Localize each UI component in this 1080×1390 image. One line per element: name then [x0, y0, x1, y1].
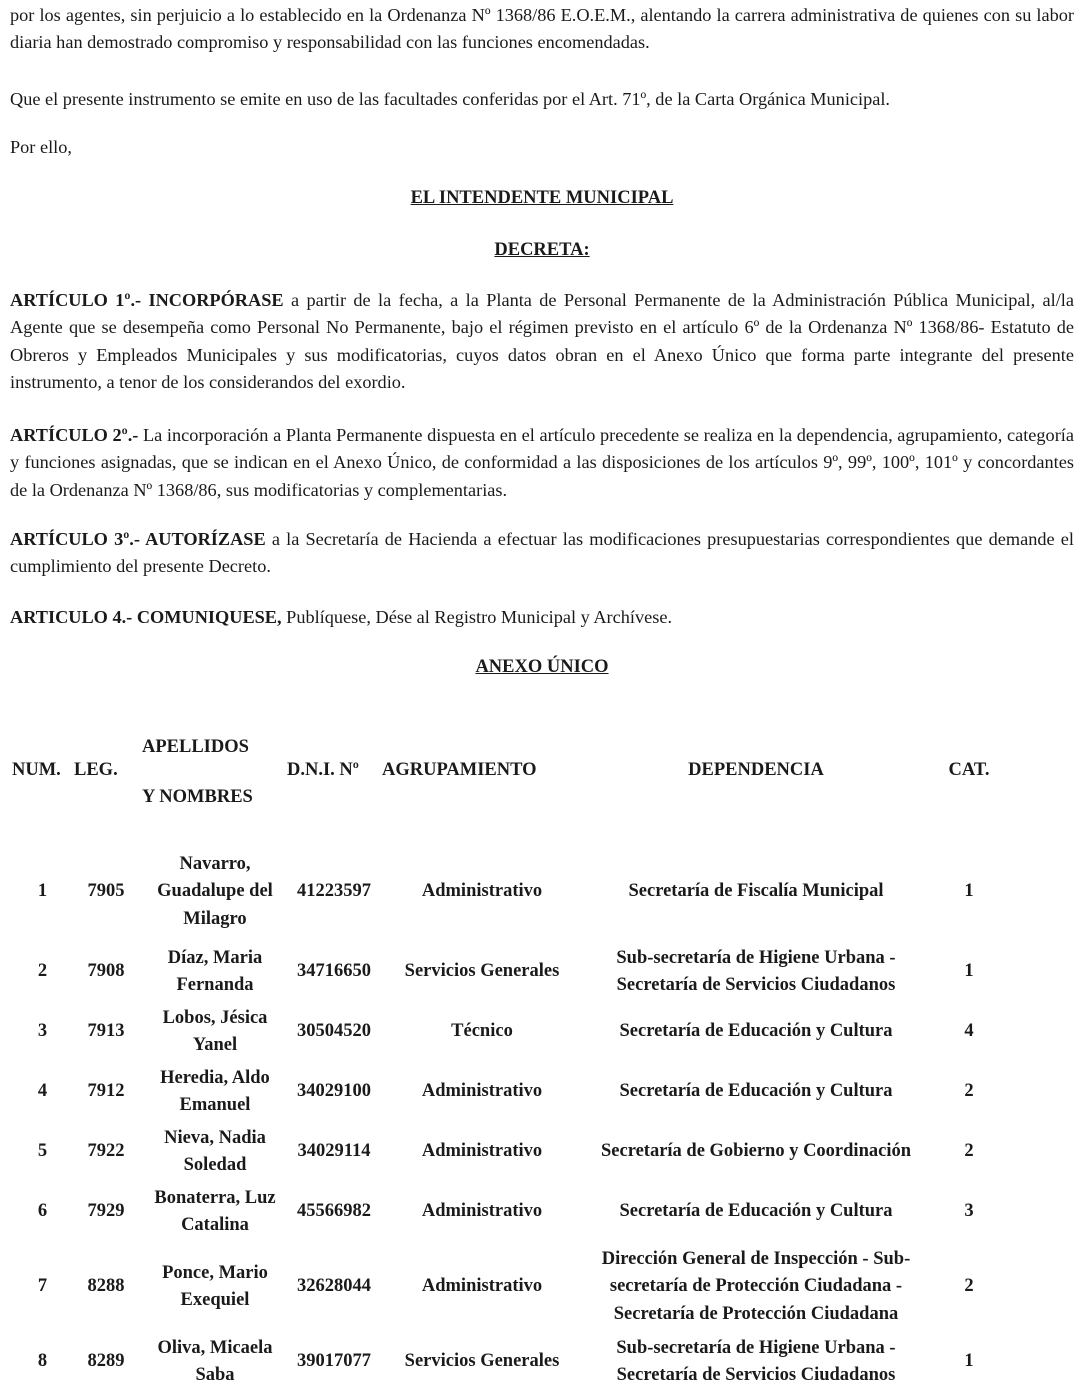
cell-dependencia: [572, 1064, 940, 1120]
cell-leg: 7929: [87, 1201, 125, 1222]
cell-agrupamiento: Administrativo: [421, 1081, 543, 1102]
cell-cat: 4: [964, 1021, 974, 1042]
heading-anexo: ANEXO ÚNICO: [475, 657, 609, 677]
cell-num: 3: [37, 1021, 48, 1042]
cell-leg: 8288: [87, 1276, 125, 1297]
cell-cat: 1: [964, 961, 974, 982]
article-2-lead: ARTÍCULO 2º.-: [10, 425, 139, 445]
heading-intendente: EL INTENDENTE MUNICIPAL: [410, 188, 674, 208]
cell-name: [138, 1334, 292, 1390]
cell-dni: 41223597: [297, 881, 371, 902]
cell-name-line: Saba: [195, 1365, 235, 1385]
cell-dependencia: [572, 1244, 940, 1330]
header-name-line2: Y NOMBRES: [142, 787, 253, 807]
cell-name-line: Bonaterra, Luz: [154, 1187, 276, 1208]
cell-dependencia-line: secretaría de Protección Ciudadana -: [609, 1276, 903, 1297]
cell-dependencia-line: Secretaría de Protección Ciudadana: [613, 1303, 899, 1324]
cell-dependencia-line: Secretaría de Gobierno y Coordinación: [600, 1141, 912, 1162]
paragraph-por-ello: Por ello,: [10, 137, 72, 157]
cell-agrupamiento: Administrativo: [421, 1141, 543, 1162]
cell-name: [138, 844, 292, 940]
table-row: [10, 1244, 1010, 1330]
paragraph-facultades: Que el presente instrumento se emite en uso de las facultades conferidas por el Art. 71º, de la Carta Orgánica Municipal.: [10, 89, 890, 109]
cell-name-line: Ponce, Mario: [162, 1262, 268, 1283]
cell-agrupamiento: Administrativo: [421, 1201, 543, 1222]
cell-dni: 30504520: [297, 1021, 371, 1042]
cell-name: [138, 1004, 292, 1060]
document-page: [10, 0, 1074, 1385]
cell-name: [138, 1124, 292, 1180]
cell-dependencia-line: Secretaría de Servicios Ciudadanos: [616, 975, 896, 995]
cell-cat: 2: [964, 1276, 974, 1297]
cell-dependencia-line: Secretaría de Fiscalía Municipal: [628, 881, 884, 902]
table-header-row: [10, 722, 1010, 822]
cell-dni: 34029100: [297, 1081, 371, 1102]
article-1: [10, 287, 1074, 396]
cell-num: 2: [37, 961, 48, 982]
table-row: [10, 844, 1010, 940]
cell-name-line: Lobos, Jésica: [162, 1007, 268, 1028]
cell-leg: 7905: [87, 881, 125, 902]
cell-name-line: Guadalupe del: [157, 881, 273, 902]
cell-num: 7: [37, 1276, 48, 1297]
cell-cat: 2: [964, 1081, 974, 1102]
cell-dependencia: [572, 1184, 940, 1240]
cell-dependencia-line: Secretaría de Educación y Cultura: [619, 1081, 893, 1102]
cell-name-line: Soledad: [183, 1155, 247, 1175]
header-dni: D.N.I. Nº: [287, 760, 359, 780]
cell-dni: 39017077: [297, 1351, 371, 1372]
cell-name-line: Nieva, Nadia: [164, 1127, 266, 1148]
cell-cat: 2: [964, 1141, 974, 1162]
cell-name: [138, 944, 292, 1000]
cell-agrupamiento: Administrativo: [421, 881, 543, 902]
article-4-text: Publíquese, Dése al Registro Municipal y Archívese.: [281, 607, 673, 627]
cell-name-line: Navarro,: [179, 853, 251, 874]
paragraph-intro-continued: por los agentes, sin perjuicio a lo establecido en la Ordenanza Nº 1368/86 E.O.E.M., alentando la carrera administrativa de quienes con su labor diaria han demostrado compromiso y responsabilidad con las funciones encomendadas.: [10, 5, 1074, 53]
article-3-lead: ARTÍCULO 3º.- AUTORÍZASE: [10, 529, 266, 549]
table-row: [10, 1334, 1010, 1390]
article-3-text: a la Secretaría de Hacienda a efectuar las modificaciones presupuestarias correspondientes que demande el cumplimiento del presente Decreto.: [10, 529, 1074, 577]
article-3: [10, 526, 1074, 581]
cell-name: [138, 1064, 292, 1120]
cell-name-line: Catalina: [181, 1215, 249, 1235]
cell-name-line: Díaz, Maria: [167, 947, 263, 968]
cell-num: 1: [37, 881, 48, 902]
cell-dni: 32628044: [297, 1276, 371, 1297]
cell-name-line: Emanuel: [179, 1095, 251, 1115]
cell-agrupamiento: Servicios Generales: [404, 961, 560, 982]
cell-dependencia-line: Dirección General de Inspección - Sub-: [601, 1248, 911, 1269]
cell-num: 6: [37, 1201, 48, 1222]
cell-name: [138, 1184, 292, 1240]
table-row: [10, 1064, 1010, 1120]
cell-dependencia-line: Secretaría de Educación y Cultura: [619, 1021, 893, 1042]
cell-leg: 7913: [87, 1021, 125, 1042]
cell-agrupamiento: Administrativo: [421, 1276, 543, 1297]
article-1-lead: ARTÍCULO 1º.- INCORPÓRASE: [10, 290, 284, 310]
cell-dni: 34716650: [297, 961, 371, 982]
cell-dependencia-line: Secretaría de Servicios Ciudadanos: [616, 1365, 896, 1385]
table-row: [10, 1004, 1010, 1060]
cell-cat: 3: [964, 1201, 974, 1222]
header-cat: CAT.: [948, 760, 990, 780]
cell-dependencia-line: Sub-secretaría de Higiene Urbana -: [616, 947, 896, 968]
cell-dependencia-line: Secretaría de Educación y Cultura: [619, 1201, 893, 1222]
cell-dni: 34029114: [297, 1141, 371, 1162]
article-4-lead: ARTICULO 4.- COMUNIQUESE,: [10, 607, 282, 627]
cell-dependencia: [572, 1004, 940, 1060]
header-leg: LEG.: [74, 760, 118, 780]
table-row: [10, 1124, 1010, 1180]
cell-dependencia: [572, 1124, 940, 1180]
header-name-line1: APELLIDOS: [142, 737, 249, 757]
article-4: [10, 604, 1074, 631]
header-agrupamiento: AGRUPAMIENTO: [382, 760, 537, 780]
table-row: [10, 944, 1010, 1000]
cell-num: 8: [37, 1351, 48, 1372]
cell-dni: 45566982: [297, 1201, 371, 1222]
cell-name-line: Exequiel: [180, 1290, 250, 1310]
header-name: [142, 722, 282, 822]
cell-leg: 7908: [87, 961, 125, 982]
cell-dependencia-line: Sub-secretaría de Higiene Urbana -: [616, 1337, 896, 1358]
cell-agrupamiento: Servicios Generales: [404, 1351, 560, 1372]
cell-dependencia: [572, 944, 940, 1000]
table-row: [10, 1184, 1010, 1240]
cell-name-line: Heredia, Aldo: [160, 1067, 270, 1088]
header-dependencia: DEPENDENCIA: [688, 760, 824, 780]
cell-dependencia: [572, 844, 940, 940]
cell-name-line: Milagro: [183, 908, 247, 929]
cell-dependencia: [572, 1334, 940, 1390]
article-2: [10, 422, 1074, 504]
article-1-text: a partir de la fecha, a la Planta de Personal Permanente de la Administración Pública Municipal, al/la Agente que se desempeña como Personal No Permanente, bajo el régimen previsto en el artículo 6º de la Ordenanza Nº 1368/86- Estatuto de Obreros y Empleados Municipales y sus modificatorias, cuyos datos obran en el Anexo Único que forma parte integrante del presente instrumento, a tenor de los considerandos del exordio.: [10, 290, 1074, 392]
cell-name-line: Oliva, Micaela: [157, 1337, 273, 1358]
cell-num: 5: [37, 1141, 48, 1162]
cell-leg: 7912: [87, 1081, 125, 1102]
cell-num: 4: [37, 1081, 48, 1102]
cell-name-line: Yanel: [192, 1035, 238, 1055]
cell-leg: 8289: [87, 1351, 125, 1372]
article-2-text: La incorporación a Planta Permanente dispuesta en el artículo precedente se realiza en la dependencia, agrupamiento, categoría y funciones asignadas, que se indican en el Anexo Único, de conformidad a las disposiciones de los artículos 9º, 99º, 100º, 101º y concordantes de la Ordenanza Nº 1368/86, sus modificatorias y complementarias.: [10, 425, 1074, 500]
heading-decreta: DECRETA:: [494, 240, 590, 260]
cell-cat: 1: [964, 881, 974, 902]
cell-agrupamiento: Técnico: [451, 1021, 513, 1042]
cell-cat: 1: [964, 1351, 974, 1372]
cell-leg: 7922: [87, 1141, 125, 1162]
cell-name-line: Fernanda: [176, 975, 254, 995]
cell-name: [138, 1244, 292, 1330]
header-num: NUM.: [12, 760, 61, 780]
